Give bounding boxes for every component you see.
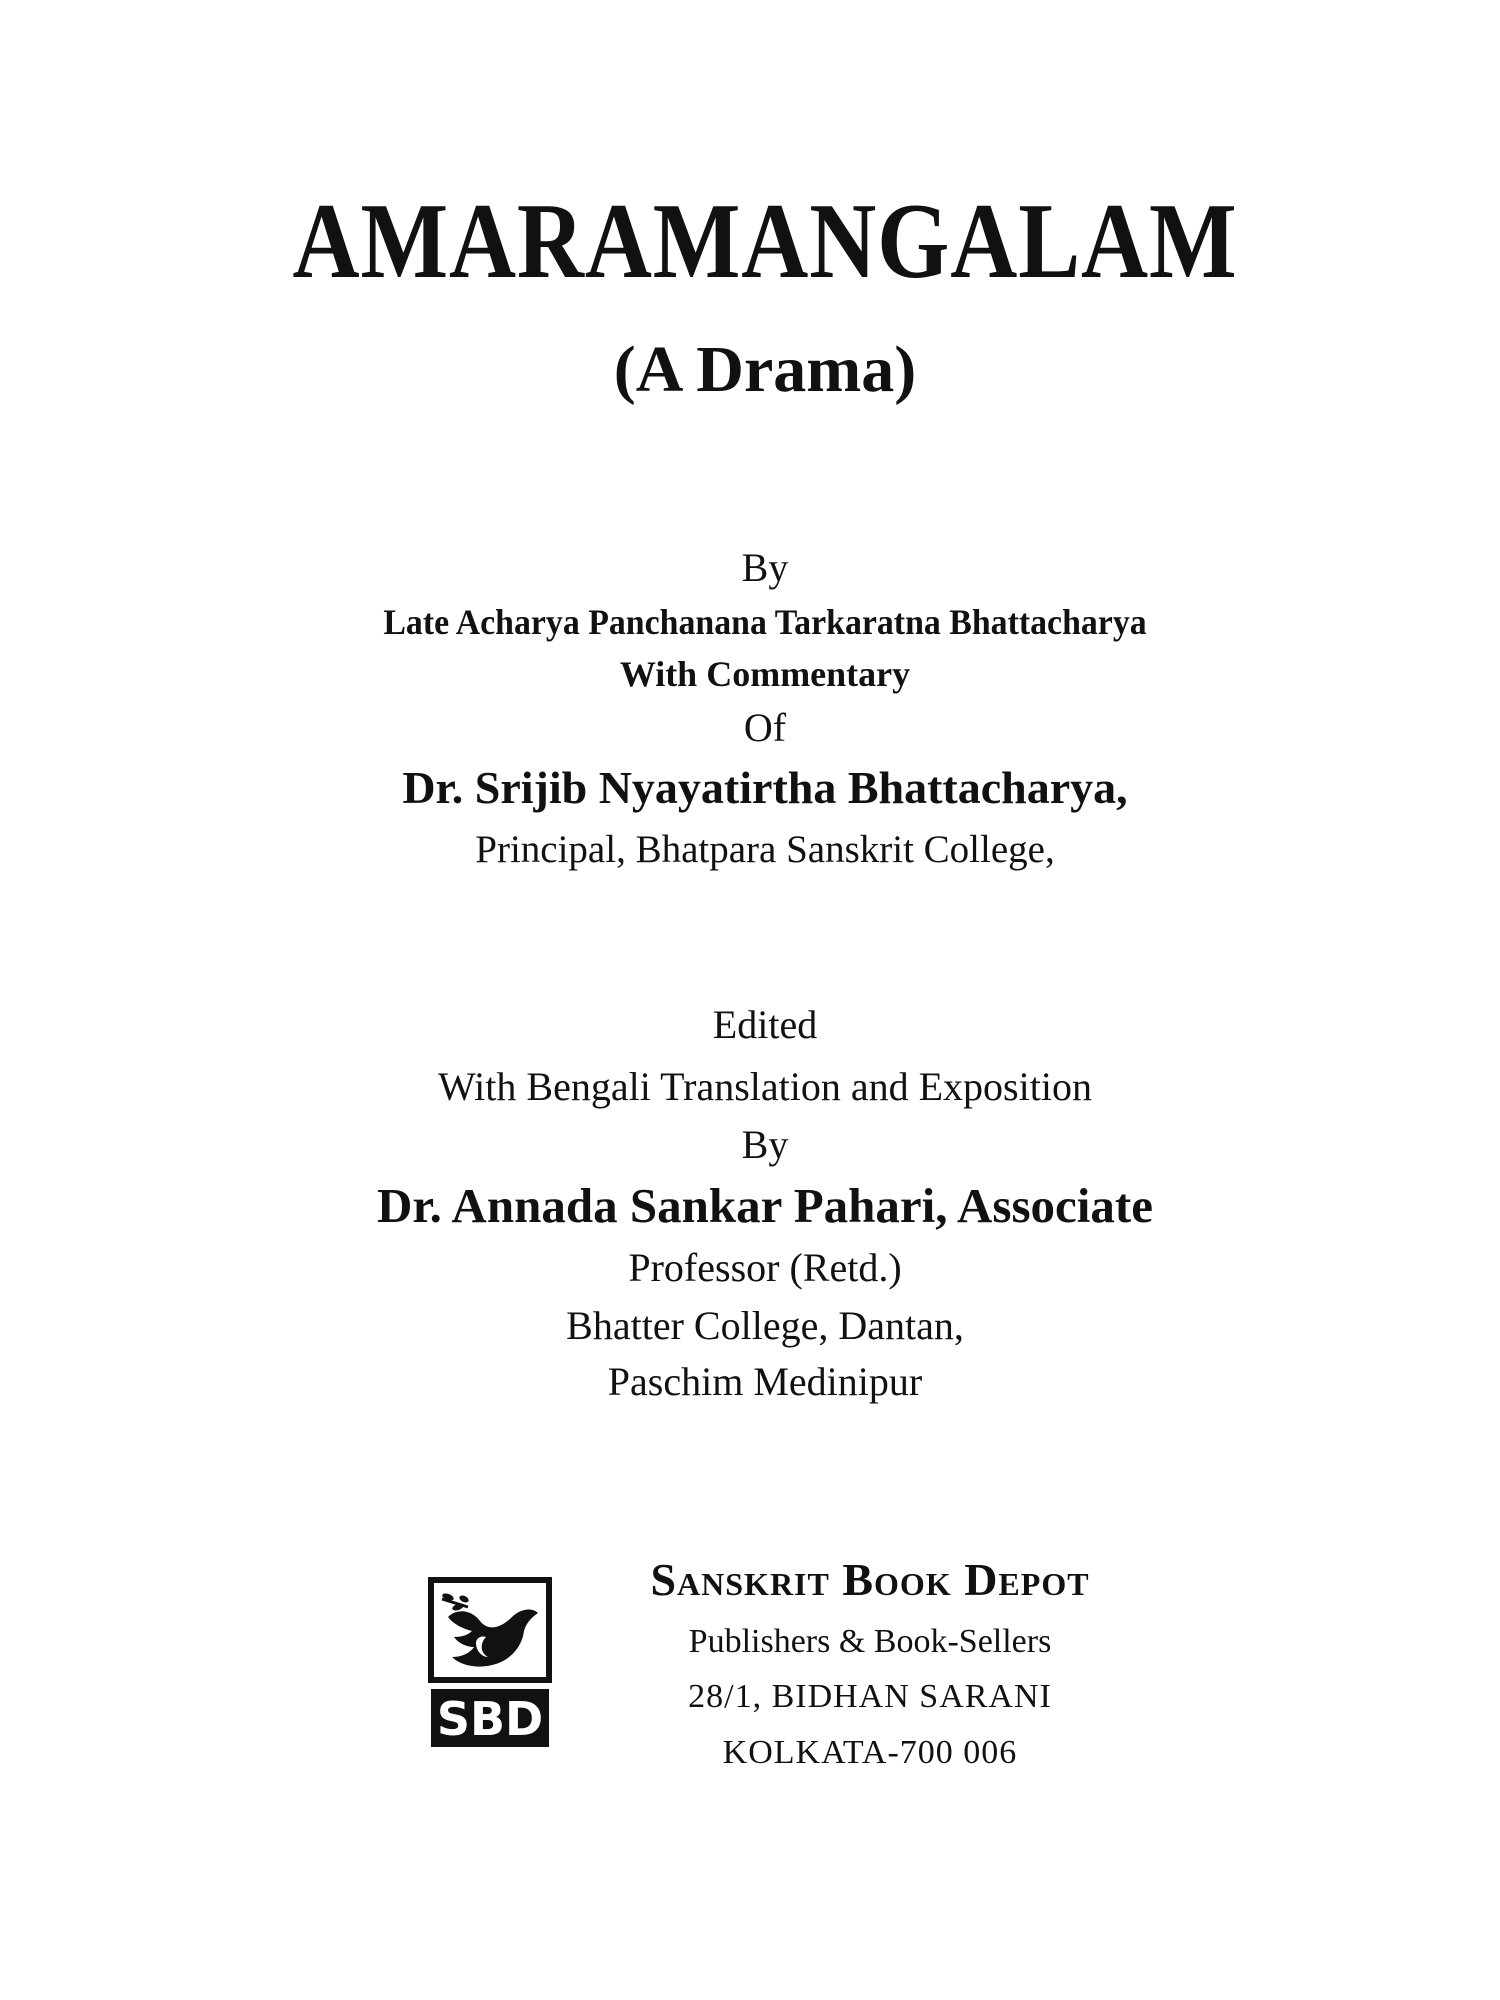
author-name: Late Acharya Panchanana Tarkaratna Bhattacharya	[383, 602, 1147, 642]
edited-label: Edited	[712, 1002, 818, 1047]
publisher-address: 28/1, BIDHAN SARANI	[688, 1678, 1052, 1715]
translation-label: With Bengali Translation and Exposition	[438, 1064, 1092, 1109]
publisher-logo	[428, 1577, 552, 1751]
editor-name: Dr. Annada Sankar Pahari, Associate	[377, 1178, 1153, 1233]
commentator-name: Dr. Srijib Nyayatirtha Bhattacharya,	[402, 762, 1128, 813]
commentator-title: Principal, Bhatpara Sanskrit College,	[475, 828, 1055, 871]
of-label: Of	[743, 705, 787, 750]
editor-district: Paschim Medinipur	[607, 1359, 923, 1404]
publisher-role: Publishers & Book-Sellers	[688, 1623, 1052, 1660]
editor-title: Professor (Retd.)	[628, 1245, 902, 1290]
with-commentary-label: With Commentary	[619, 654, 911, 694]
logo-text: SBD	[436, 1692, 544, 1746]
by-label: By	[741, 545, 789, 590]
publisher-name: Sanskrit Book Depot	[650, 1554, 1090, 1605]
book-title: AMARAMANGALAM	[292, 182, 1238, 301]
book-subtitle: (A Drama)	[613, 333, 917, 406]
publisher-city: KOLKATA-700 006	[722, 1734, 1018, 1771]
dove-with-olive-branch-icon	[431, 1580, 549, 1680]
editor-by-label: By	[741, 1122, 789, 1167]
editor-college: Bhatter College, Dantan,	[566, 1303, 964, 1348]
logo-monogram	[431, 1689, 549, 1747]
